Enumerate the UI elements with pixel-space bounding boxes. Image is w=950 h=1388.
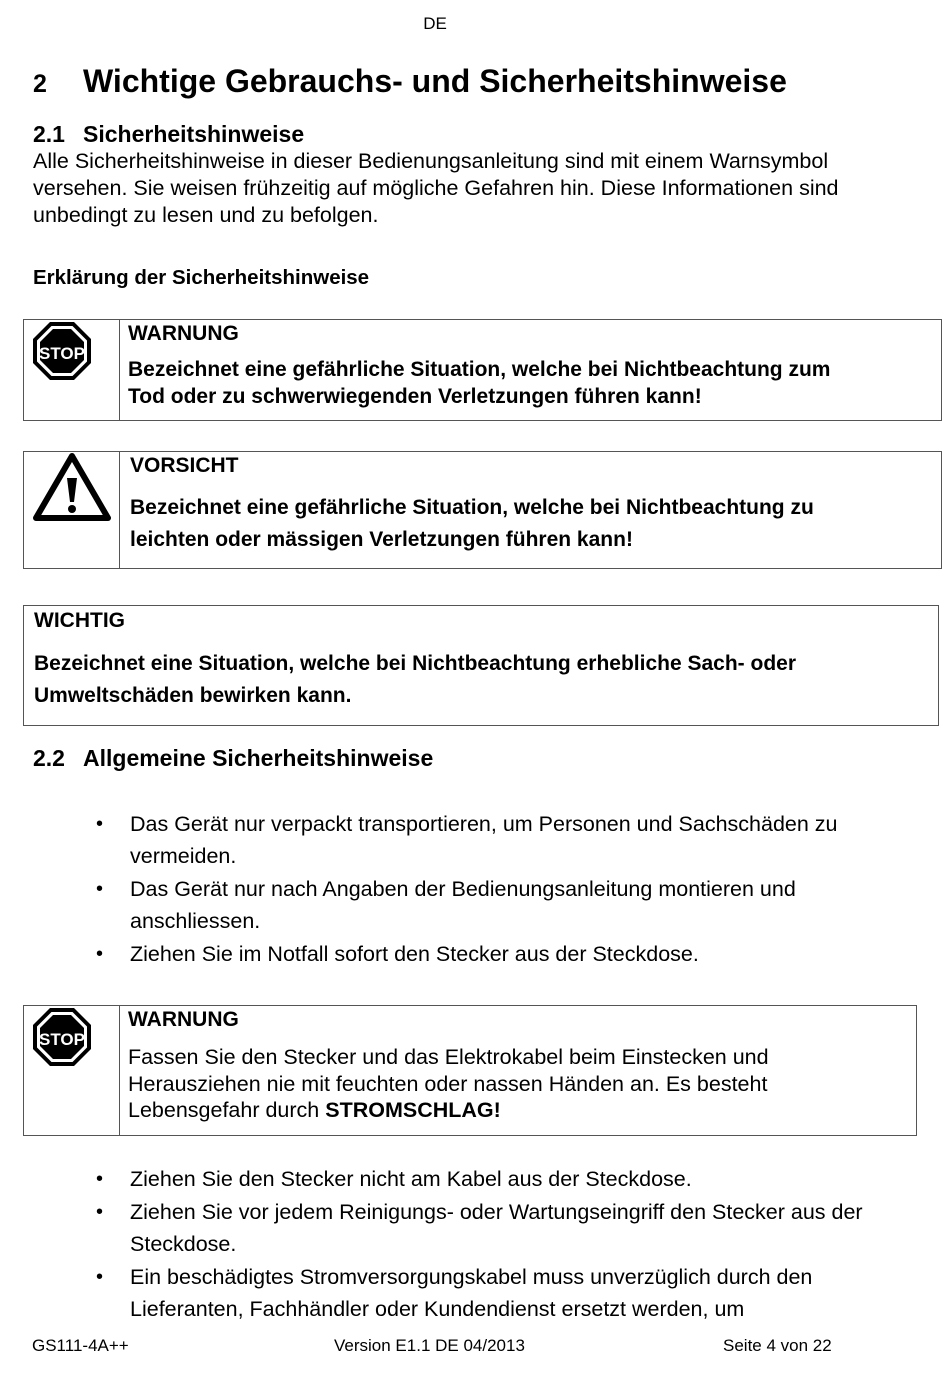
list-item: • Das Gerät nur verpackt transportieren, um Personen und Sachschäden zu vermeiden. xyxy=(96,808,896,872)
section-heading-2-2 xyxy=(33,745,433,772)
warning-notice-box xyxy=(23,319,942,421)
list-item: • Ziehen Sie vor jedem Reinigungs- oder Wartungseingriff den Stecker aus der Steckdose. xyxy=(96,1196,896,1260)
shock-warning-icon-cell xyxy=(24,1006,120,1135)
shock-warning-text xyxy=(128,1044,769,1124)
caution-text-line: Bezeichnet eine gefährliche Situation, welche bei Nichtbeachtung zu xyxy=(130,496,814,519)
bullet-list-2 xyxy=(96,1163,896,1326)
shock-warning-prefix: Lebensgefahr durch xyxy=(128,1098,326,1122)
language-label: DE xyxy=(423,14,447,33)
stop-sign-text: STOP xyxy=(39,1030,85,1049)
intro-paragraph xyxy=(33,148,913,229)
chapter-heading xyxy=(33,63,787,100)
caution-icon-cell xyxy=(24,452,120,568)
section-number: 2.2 xyxy=(33,745,65,771)
explanation-heading: Erklärung der Sicherheitshinweise xyxy=(33,266,370,289)
warning-label: WARNUNG xyxy=(128,322,239,345)
shock-warning-label: WARNUNG xyxy=(128,1008,239,1031)
warning-text-line: Bezeichnet eine gefährliche Situation, welche bei Nichtbeachtung zum xyxy=(128,358,831,381)
caution-label: VORSICHT xyxy=(130,454,239,477)
shock-warning-line: Herausziehen nie mit feuchten oder nassen Händen an. Es besteht xyxy=(128,1071,768,1096)
shock-warning-emphasis: STROMSCHLAG! xyxy=(325,1098,501,1122)
important-label: WICHTIG xyxy=(34,609,125,632)
warning-triangle-icon xyxy=(33,452,111,522)
list-item: • Das Gerät nur nach Angaben der Bedienungsanleitung montieren und anschliessen. xyxy=(96,873,896,937)
bullet-list-1 xyxy=(96,808,896,971)
intro-line: Alle Sicherheitshinweise in dieser Bedienungsanleitung sind mit einem Warnsymbol xyxy=(33,149,829,173)
shock-warning-box xyxy=(23,1005,917,1136)
shock-warning-line xyxy=(128,1097,769,1124)
intro-line: unbedingt zu lesen und zu befolgen. xyxy=(33,203,379,227)
section-heading-2-1 xyxy=(33,121,304,148)
section-title: Sicherheitshinweise xyxy=(83,121,305,147)
list-item: • Ein beschädigtes Stromversorgungskabel muss unverzüglich durch den Lieferanten, Fachhändler oder Kundendienst ersetzt werden, um xyxy=(96,1261,896,1325)
section-number: 2.1 xyxy=(33,121,65,147)
caution-notice-box xyxy=(23,451,942,569)
stop-sign-icon xyxy=(31,320,93,382)
shock-warning-line: Fassen Sie den Stecker und das Elektrokabel beim Einstecken und xyxy=(128,1045,769,1069)
footer-page-number: Seite 4 von 22 xyxy=(723,1336,832,1355)
stop-sign-icon xyxy=(31,1006,93,1068)
chapter-title: Wichtige Gebrauchs- und Sicherheitshinweise xyxy=(83,63,787,99)
stop-sign-text: STOP xyxy=(39,344,85,363)
list-item: • Ziehen Sie im Notfall sofort den Stecker aus der Steckdose. xyxy=(96,938,896,970)
important-text-line: Umweltschäden bewirken kann. xyxy=(34,684,352,707)
caution-text-line: leichten oder mässigen Verletzungen führen kann! xyxy=(130,528,633,551)
important-text-line: Bezeichnet eine Situation, welche bei Nichtbeachtung erhebliche Sach- oder xyxy=(34,652,796,675)
chapter-number: 2 xyxy=(33,70,47,98)
warning-text-line: Tod oder zu schwerwiegenden Verletzungen führen kann! xyxy=(128,385,702,408)
intro-line: versehen. Sie weisen frühzeitig auf mögliche Gefahren hin. Diese Informationen sind xyxy=(33,176,839,200)
warning-icon-cell xyxy=(24,320,120,420)
section-title: Allgemeine Sicherheitshinweise xyxy=(83,745,434,771)
footer-version: Version E1.1 DE 04/2013 xyxy=(334,1336,525,1355)
footer-model: GS111-4A++ xyxy=(32,1336,129,1355)
important-notice-box xyxy=(23,605,939,726)
list-item: • Ziehen Sie den Stecker nicht am Kabel aus der Steckdose. xyxy=(96,1163,896,1195)
